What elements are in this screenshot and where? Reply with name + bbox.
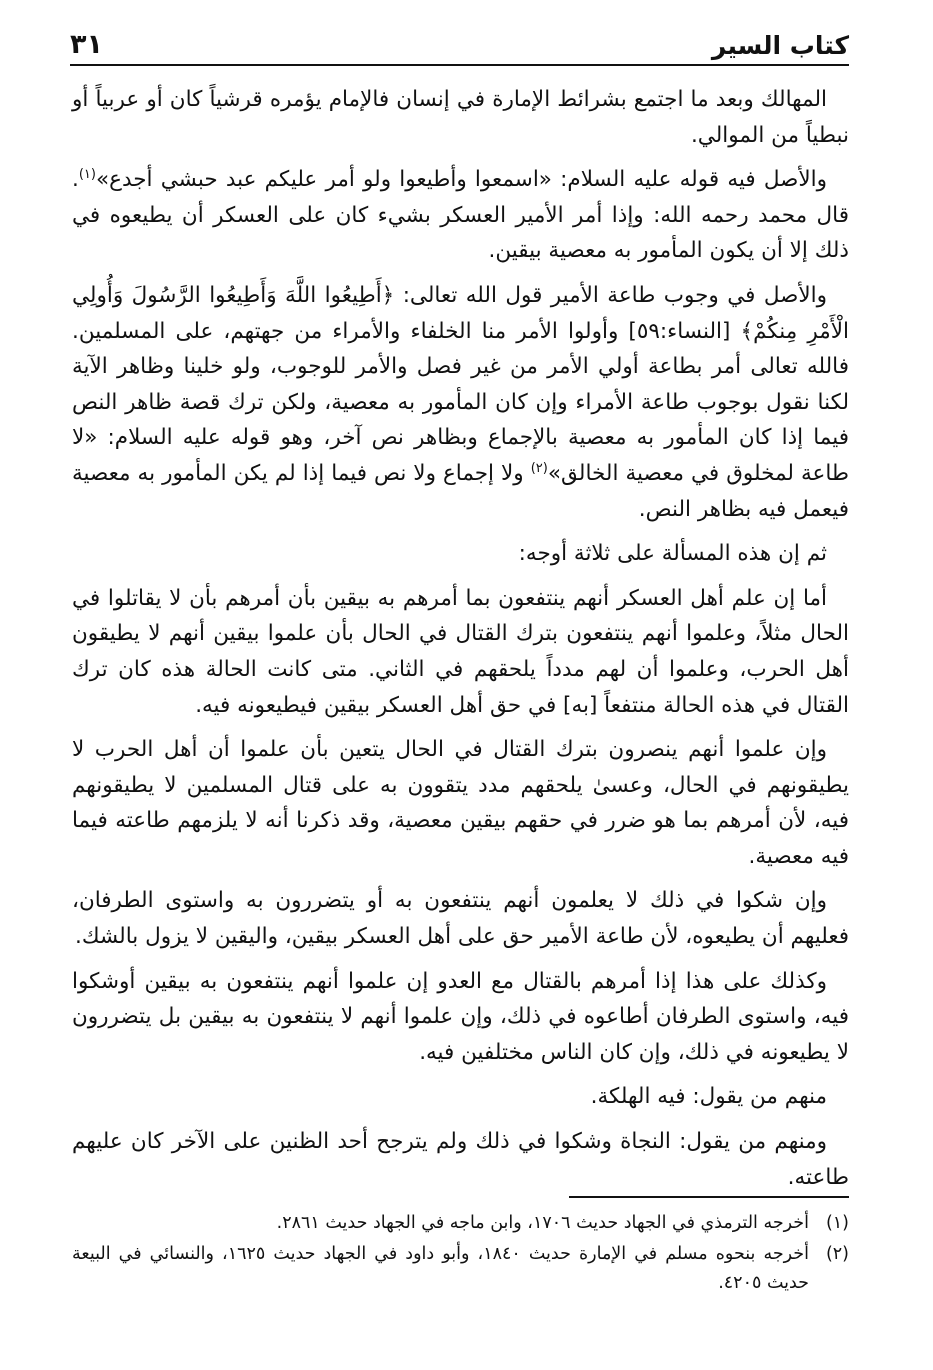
footnote-number: (٢) (825, 1244, 849, 1264)
paragraph-8 (72, 964, 849, 1071)
chapter-title: كتاب السير (711, 31, 849, 60)
paragraph-text: والأصل فيه قوله عليه السلام: «اسمعوا وأطيعوا ولو أمر عليكم عبد حبشي أجدع» (95, 167, 827, 193)
paragraph-text: ثم إن هذه المسألة على ثلاثة أوجه: (518, 541, 827, 567)
paragraph-5 (72, 581, 849, 723)
paragraph-text: وإن شكوا في ذلك لا يعلمون أنهم ينتفعون به أو يتضررون به واستوى الطرفان، فعليهم أن يطيعوه، لأن طاعة الأمير حق على أهل العسكر بيقين، واليقين لا يزول بالشك. (72, 888, 849, 950)
paragraph-text: ومنهم من يقول: النجاة وشكوا في ذلك ولم يترجح أحد الظنين على الآخر كان عليهم طاعته. (72, 1129, 849, 1190)
footnotes (72, 1209, 849, 1300)
paragraph-2 (72, 162, 849, 269)
paragraph-6 (72, 732, 849, 874)
paragraph-3 (72, 278, 849, 527)
paragraph-text: وإن علموا أنهم ينصرون بترك القتال في الحال يتعين بأن علموا أن أهل الحرب لا يطيقونهم في الحال، وعسىٰ يلحقهم مدد يتقوون به على قتال المسلمين لا يطيقونهم فيه، لأن أمرهم بما هو ضرر في حقهم بيقين معصية، وقد ذكرنا أنه لا يلزمهم طاعته فيما فيه معصية. (72, 737, 849, 869)
page-header (70, 24, 849, 66)
paragraph-9 (72, 1079, 849, 1115)
paragraph-text: والأصل في وجوب طاعة الأمير قول الله تعالى: ﴿أَطِيعُوا اللَّهَ وَأَطِيعُوا الرَّسُولَ وَأُولِي الْأَمْرِ مِنكُمْ﴾ [النساء:٥٩] وأولوا الأمر منا الخلفاء والأمراء من جهتهم، على المسلمين. فالله تعالى أمر بطاعة أولي الأمر من غير فصل والأمر للوجوب، ولو خلينا وظاهر الآية لكنا نقول بوجوب طاعة الأمراء وإن كان المأمور به معصية، ولكن ترك قصة ظاهر النص فيما إذا كان المأمور به معصية بالإجماع وبظاهر نص آخر، وهو قوله عليه السلام: «لا طاعة لمخلوق في معصية الخالق» (72, 282, 849, 486)
footnote-marker: (٢) (530, 460, 548, 476)
paragraph-4 (72, 536, 849, 572)
page-number: ٣١ (70, 29, 103, 60)
paragraph-1 (72, 82, 849, 153)
footnote-marker: (١) (78, 167, 96, 183)
main-text (72, 82, 849, 1204)
paragraph-text: . قال محمد رحمه الله: وإذا أمر الأمير العسكر بشيء كان على العسكر أن يطيعوه في ذلك إلا أن يكون المأمور به معصية بيقين. (72, 167, 849, 264)
paragraph-text: منهم من يقول: فيه الهلكة. (590, 1084, 827, 1110)
footnote-divider (569, 1196, 849, 1198)
paragraph-10 (72, 1124, 849, 1195)
paragraph-text: ولا إجماع ولا نص فيما إذا لم يكن المأمور به معصية فيعمل فيه بظاهر النص. (72, 460, 849, 522)
paragraph-text: المهالك وبعد ما اجتمع بشرائط الإمارة في إنسان فالإمام يؤمره قرشياً كان أو عربياً أو نبطياً من الموالي. (72, 87, 849, 148)
paragraph-7 (72, 883, 849, 954)
footnote-1 (72, 1209, 849, 1238)
footnote-text: أخرجه بنحوه مسلم في الإمارة حديث ١٨٤٠، وأبو داود في الجهاد حديث ١٦٢٥، والنسائي في البيعة حديث ٤٢٠٥. (72, 1244, 809, 1293)
footnote-text: أخرجه الترمذي في الجهاد حديث ١٧٠٦، وابن ماجه في الجهاد حديث ٢٨٦١. (276, 1213, 809, 1233)
paragraph-text: أما إن علم أهل العسكر أنهم ينتفعون بما أمرهم به بيقين بأن أمرهم بأن لا يقاتلوا في الحال مثلاً، وعلموا أنهم ينتفعون بترك القتال في الحال بأن علموا بيقين أنهم لا يطيقون أهل الحرب، وعلموا أن لهم مدداً يلحقهم في الثاني. متى كانت الحالة هذه كان ترك القتال في هذه الحالة منتفعاً [به] في حق أهل العسكر بيقين فيطيعونه فيه. (72, 585, 849, 718)
footnote-number: (١) (825, 1213, 849, 1233)
footnote-2 (72, 1240, 849, 1298)
paragraph-text: وكذلك على هذا إذا أمرهم بالقتال مع العدو إن علموا أنهم ينتفعون به بيقين أوشكوا فيه، واستوى الطرفان أطاعوه في ذلك، وإن علموا أنهم لا ينتفعون به بيقين بل يتضررون لا يطيعونه في ذلك، وإن كان الناس مختلفين فيه. (72, 968, 849, 1065)
